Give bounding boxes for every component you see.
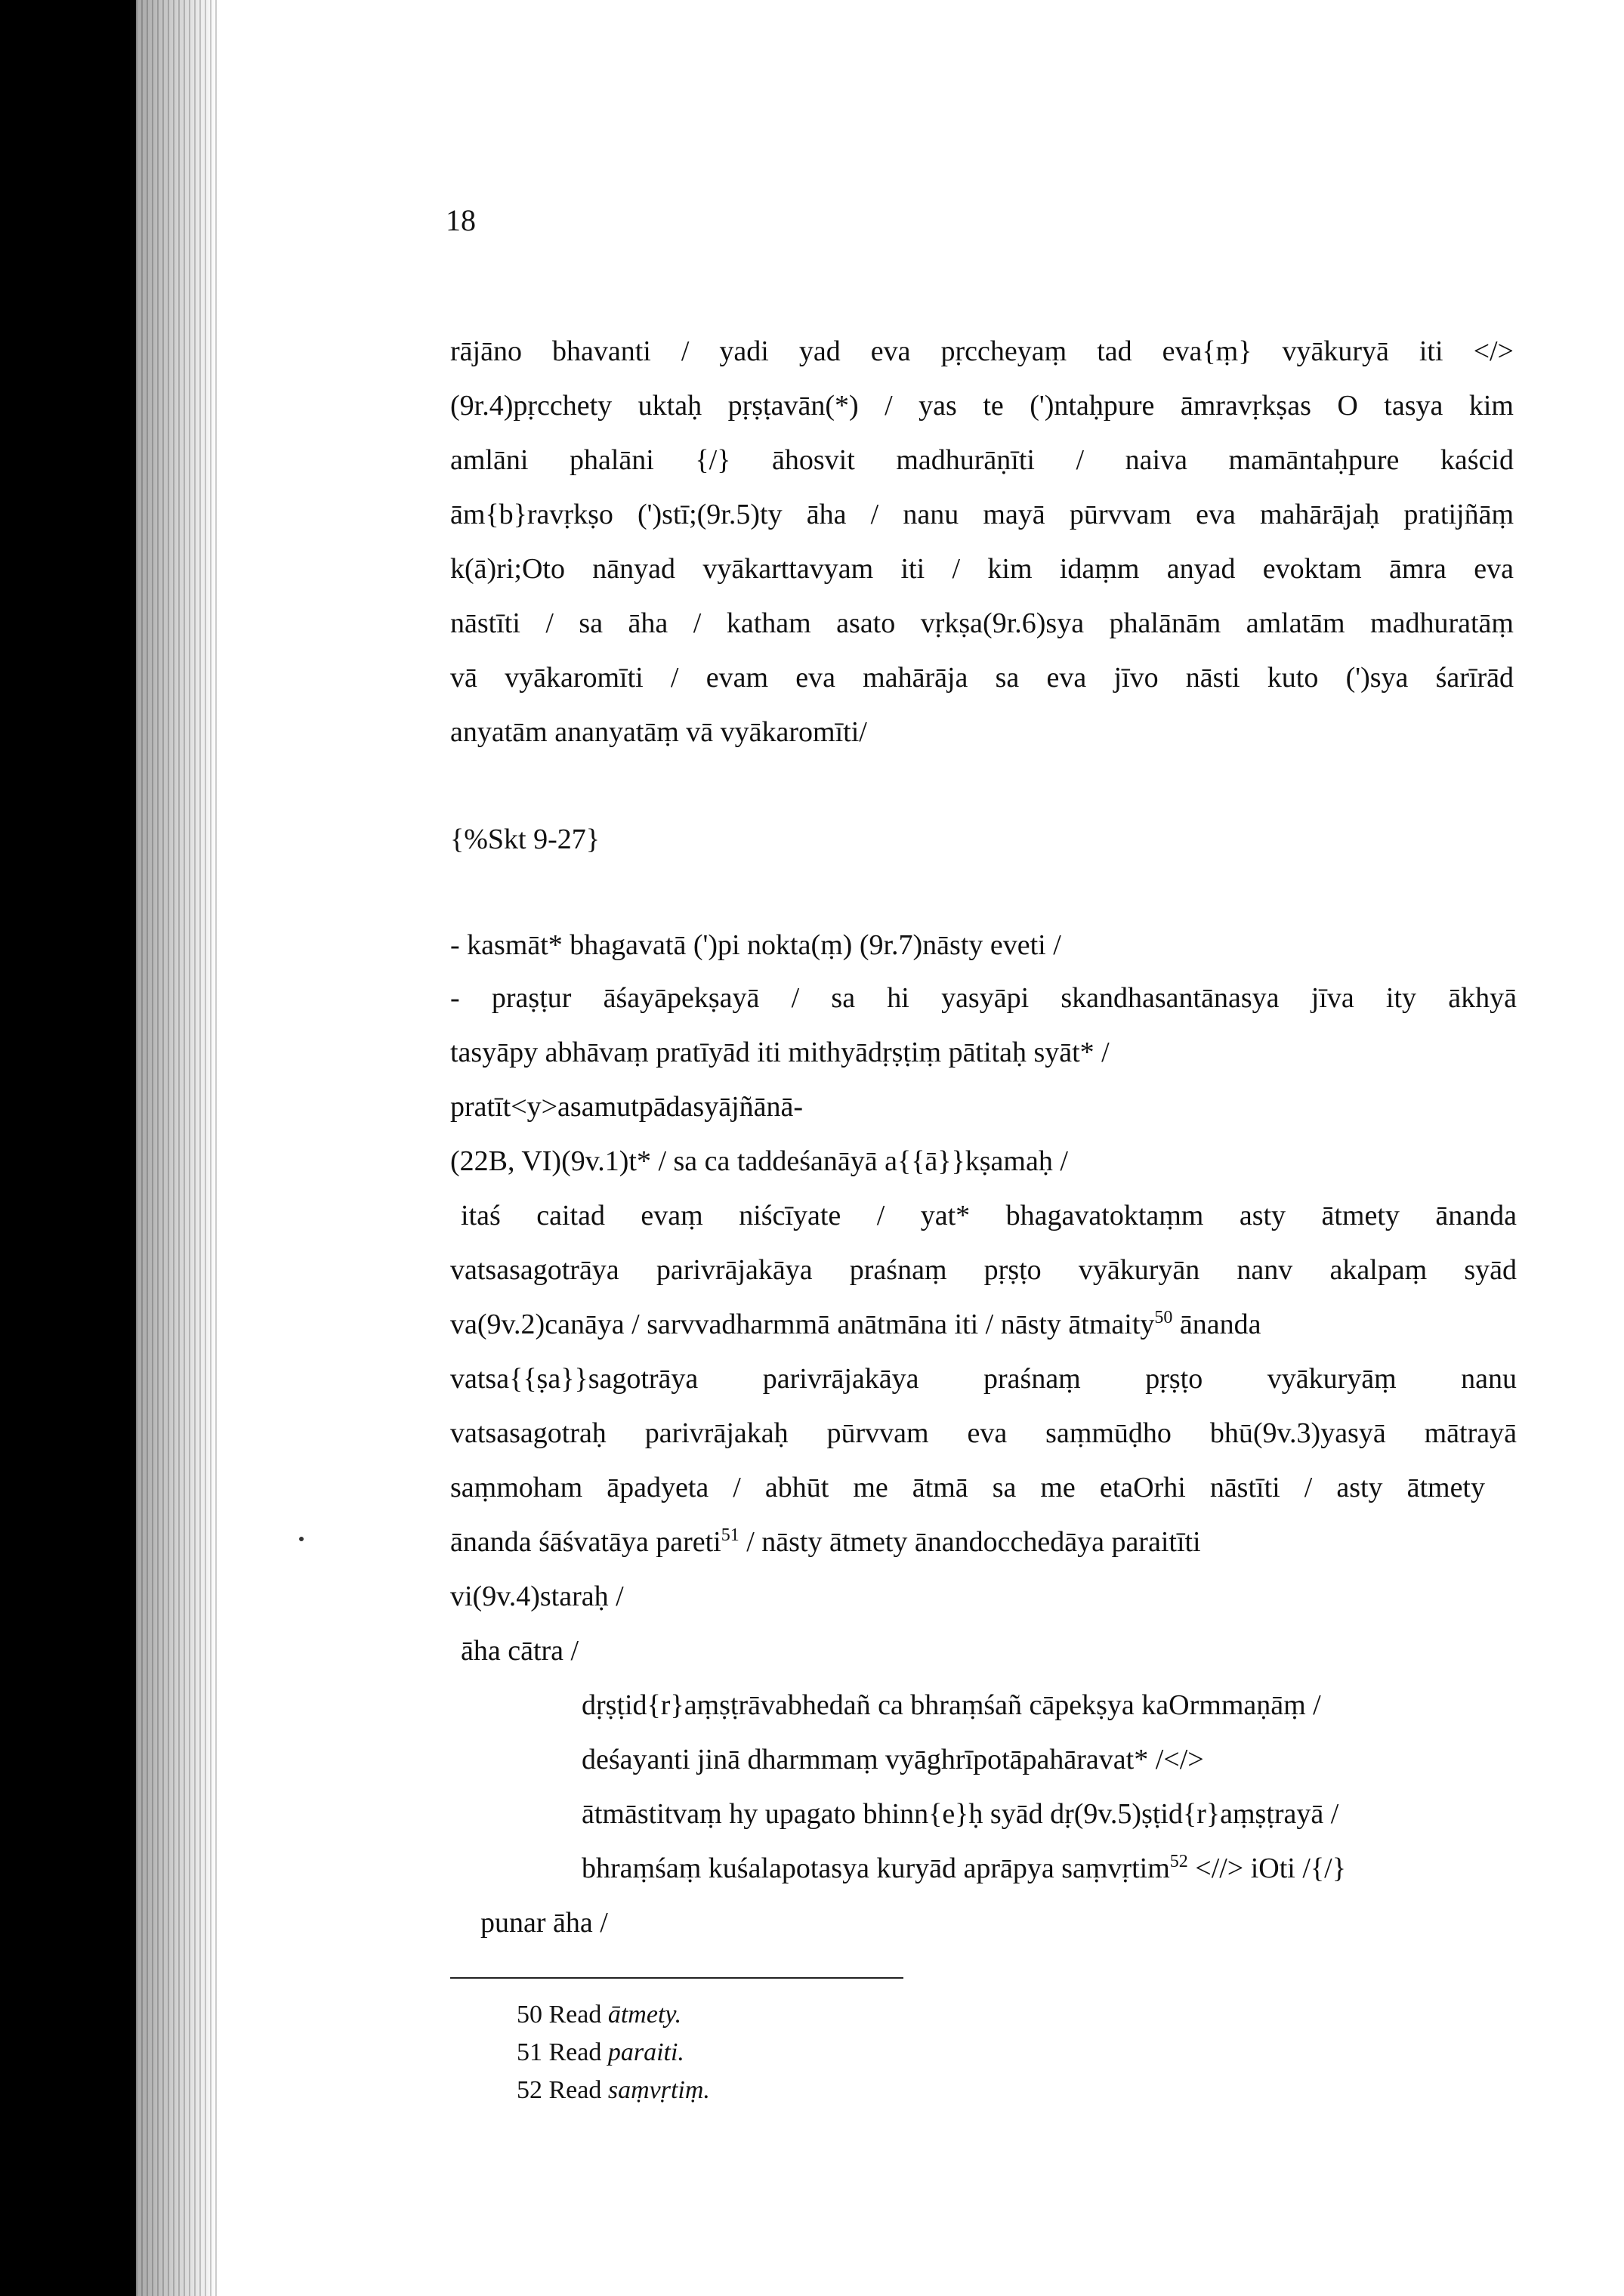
text-line: nāstīti / sa āha / katham asato vṛkṣa(9r.6)sya phalānām amlatām madhuratāṃ <box>450 607 1514 639</box>
footnote-text: Read <box>548 2038 602 2066</box>
text-line: (9r.4)pṛcchety uktaḥ pṛṣṭavān(*) / yas te (')ntaḥpure āmravṛkṣas O tasya kim <box>450 390 1514 422</box>
text-line: āha cātra / <box>461 1635 579 1667</box>
text-line: saṃmoham āpadyeta / abhūt me ātmā sa me etaOrhi nāstīti / asty ātmety <box>450 1472 1485 1503</box>
text-line: rājāno bhavanti / yadi yad eva pṛccheyaṃ tad eva{ṃ} vyākuryā iti </> <box>450 335 1514 367</box>
text-line <box>450 1525 1201 1558</box>
text-line: k(ā)ri;Oto nānyad vyākarttavyam iti / kim idaṃm anyad evoktam āmra eva <box>450 553 1514 585</box>
verse-line: deśayanti jinā dharmmaṃ vyāghrīpotāpahāravat* /</> <box>582 1744 1204 1775</box>
footnote-term: saṃvṛtiṃ. <box>607 2076 710 2104</box>
text-line: ām{b}ravṛkṣo (')stī;(9r.5)ty āha / nanu mayā pūrvvam eva mahārājaḥ pratijñāṃ <box>450 499 1514 530</box>
text-line: punar āha / <box>480 1907 608 1939</box>
text-line: vatsasagotraḥ parivrājakaḥ pūrvvam eva saṃmūḍho bhū(9v.3)yasyā mātrayā <box>450 1417 1517 1449</box>
page-number: 18 <box>446 203 476 237</box>
text-segment: <//> iOti /{/} <box>1195 1853 1346 1884</box>
text-segment: / nāsty ātmety ānandocchedāya paraitīti <box>746 1526 1201 1558</box>
paragraph-1 <box>450 337 1514 718</box>
text-line: - praṣṭur āśayāpekṣayā / sa hi yasyāpi skandhasantānasya jīva ity ākhyā <box>450 982 1517 1014</box>
footnote-term: paraiti. <box>607 2038 684 2066</box>
footnote-ref-52: 52 <box>1169 1852 1188 1871</box>
footnote-text: Read <box>548 2001 602 2029</box>
text-line: vi(9v.4)staraḥ / <box>450 1581 624 1612</box>
text-segment: ānanda śāśvatāya pareti <box>450 1526 721 1558</box>
footnote-number: 50 <box>517 2001 542 2029</box>
text-line: (22B, VI)(9v.1)t* / sa ca taddeśanāyā a{{ā}}kṣamaḥ / <box>450 1145 1068 1177</box>
verse-line <box>582 1854 1346 1883</box>
text-line: - kasmāt* bhagavatā (')pi nokta(ṃ) (9r.7)nāsty eveti / <box>450 929 1061 961</box>
text-line: tasyāpy abhāvaṃ pratīyād iti mithyādṛṣṭiṃ pātitaḥ syāt* / <box>450 1037 1110 1068</box>
text-line: vatsasagotrāya parivrājakāya praśnaṃ pṛṣṭo vyākuryān nanv akalpaṃ syād <box>450 1254 1517 1286</box>
section-marker: {%Skt 9-27} <box>450 824 600 855</box>
text-line: pratīt<y>asamutpādasyājñānā- <box>450 1091 804 1123</box>
text-line: vatsa{{ṣa}}sagotrāya parivrājakāya praśnaṃ pṛṣṭo vyākuryāṃ nanu <box>450 1363 1517 1395</box>
footnote-term: ātmety. <box>607 2001 682 2029</box>
footnote-rule <box>450 1977 903 1979</box>
footnote-ref-51: 51 <box>721 1525 739 1545</box>
text-segment: va(9v.2)canāya / sarvvadharmmā anātmāna iti / nāsty ātmaity <box>450 1309 1155 1340</box>
text-line <box>450 1310 1261 1339</box>
footnote <box>517 2038 684 2067</box>
text-segment: ānanda <box>1179 1309 1261 1340</box>
text-line: itaś caitad evaṃ niścīyate / yat* bhagavatoktaṃm asty ātmety ānanda <box>461 1200 1517 1231</box>
footnote-number: 52 <box>517 2076 542 2104</box>
verse-line: ātmāstitvaṃ hy upagato bhinn{e}ḥ syād dṛ(9v.5)ṣṭid{r}aṃṣṭrayā / <box>582 1798 1339 1830</box>
scan-speck <box>299 1537 304 1541</box>
verse-line: dṛṣṭid{r}aṃṣṭrāvabhedañ ca bhraṃśañ cāpekṣya kaOrmmaṇāṃ / <box>582 1689 1321 1721</box>
footnote <box>517 2076 710 2105</box>
footnote <box>517 2001 681 2029</box>
footnote-ref-50: 50 <box>1154 1308 1173 1327</box>
text-line: vā vyākaromīti / evam eva mahārāja sa eva jīvo nāsti kuto (')sya śarīrād <box>450 662 1514 694</box>
text-segment: bhraṃśaṃ kuśalapotasya kuryād aprāpya saṃvṛtim <box>582 1853 1170 1884</box>
footnote-number: 51 <box>517 2038 542 2066</box>
footnote-text: Read <box>548 2076 602 2104</box>
text-line: amlāni phalāni {/} āhosvit madhurāṇīti / naiva mamāntaḥpure kaścid <box>450 444 1514 476</box>
text-line: anyatām ananyatāṃ vā vyākaromīti/ <box>450 716 867 748</box>
